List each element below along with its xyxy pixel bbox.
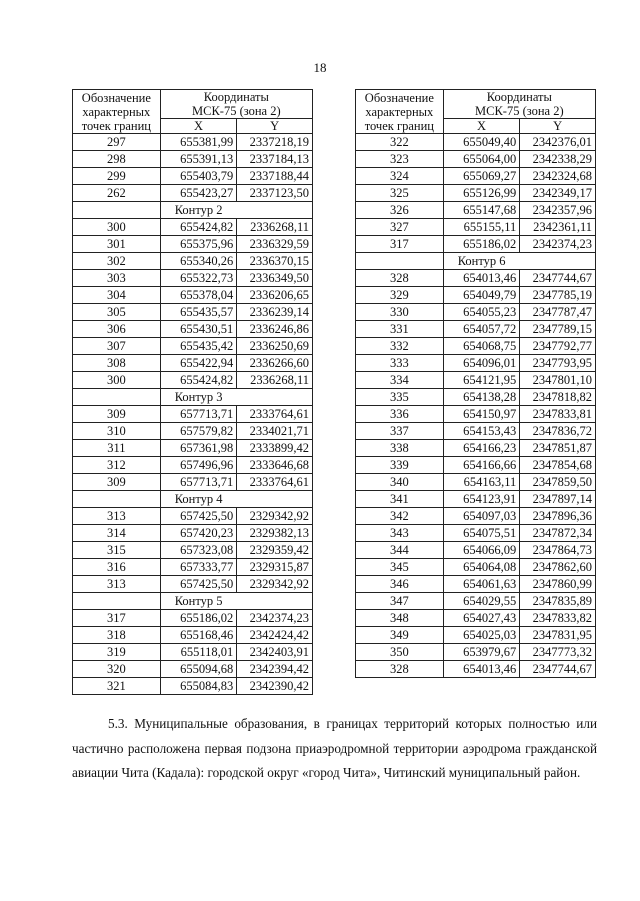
table-row bbox=[73, 423, 313, 440]
y-coordinate: 2342394,42 bbox=[237, 661, 313, 678]
point-number: 319 bbox=[73, 644, 161, 661]
point-number: 307 bbox=[73, 338, 161, 355]
contour-label: Контур 3 bbox=[160, 389, 312, 406]
x-coordinate: 654013,46 bbox=[443, 661, 520, 678]
table-row bbox=[356, 440, 596, 457]
y-coordinate: 2347789,15 bbox=[520, 321, 596, 338]
point-number: 313 bbox=[73, 576, 161, 593]
y-coordinate: 2333764,61 bbox=[237, 474, 313, 491]
table-row bbox=[73, 525, 313, 542]
table-row bbox=[73, 338, 313, 355]
y-coordinate: 2347773,32 bbox=[520, 644, 596, 661]
x-coordinate: 657713,71 bbox=[160, 474, 237, 491]
y-coordinate: 2342361,11 bbox=[520, 219, 596, 236]
table-row bbox=[73, 559, 313, 576]
point-number: 317 bbox=[356, 236, 444, 253]
y-header: Y bbox=[520, 119, 596, 134]
table-row bbox=[356, 661, 596, 678]
x-coordinate: 655118,01 bbox=[160, 644, 237, 661]
y-coordinate: 2347744,67 bbox=[520, 270, 596, 287]
x-coordinate: 657420,23 bbox=[160, 525, 237, 542]
table-row bbox=[356, 389, 596, 406]
point-number: 300 bbox=[73, 372, 161, 389]
y-coordinate: 2347818,82 bbox=[520, 389, 596, 406]
point-designation-header bbox=[73, 90, 161, 134]
table-row bbox=[73, 542, 313, 559]
x-coordinate: 655340,26 bbox=[160, 253, 237, 270]
x-coordinate: 655168,46 bbox=[160, 627, 237, 644]
point-number: 299 bbox=[73, 168, 161, 185]
contour-label: Контур 6 bbox=[443, 253, 595, 270]
table-row bbox=[73, 134, 313, 151]
x-coordinate: 654013,46 bbox=[443, 270, 520, 287]
y-coordinate: 2342324,68 bbox=[520, 168, 596, 185]
point-number: 342 bbox=[356, 508, 444, 525]
table-row bbox=[73, 576, 313, 593]
x-coordinate: 654097,03 bbox=[443, 508, 520, 525]
y-coordinate: 2337188,44 bbox=[237, 168, 313, 185]
point-number: 320 bbox=[73, 661, 161, 678]
table-row bbox=[73, 474, 313, 491]
x-coordinate: 654061,63 bbox=[443, 576, 520, 593]
table-row bbox=[356, 610, 596, 627]
point-number: 300 bbox=[73, 219, 161, 236]
x-coordinate: 655375,96 bbox=[160, 236, 237, 253]
point-number: 329 bbox=[356, 287, 444, 304]
x-coordinate: 654049,79 bbox=[443, 287, 520, 304]
y-coordinate: 2347860,99 bbox=[520, 576, 596, 593]
x-coordinate: 655423,27 bbox=[160, 185, 237, 202]
y-coordinate: 2329342,92 bbox=[237, 508, 313, 525]
x-coordinate: 657425,50 bbox=[160, 576, 237, 593]
table-row bbox=[73, 508, 313, 525]
x-coordinate: 657496,96 bbox=[160, 457, 237, 474]
table-row bbox=[73, 457, 313, 474]
x-coordinate: 655381,99 bbox=[160, 134, 237, 151]
header-line: характерных bbox=[365, 104, 434, 119]
y-coordinate: 2342374,23 bbox=[520, 236, 596, 253]
table-row bbox=[73, 610, 313, 627]
point-number: 337 bbox=[356, 423, 444, 440]
x-coordinate: 653979,67 bbox=[443, 644, 520, 661]
point-number: 317 bbox=[73, 610, 161, 627]
x-coordinate: 655084,83 bbox=[160, 678, 237, 695]
y-header: Y bbox=[237, 119, 313, 134]
y-coordinate: 2347864,73 bbox=[520, 542, 596, 559]
point-number: 312 bbox=[73, 457, 161, 474]
y-coordinate: 2329359,42 bbox=[237, 542, 313, 559]
x-coordinate: 654057,72 bbox=[443, 321, 520, 338]
header-row bbox=[356, 90, 596, 119]
point-number: 349 bbox=[356, 627, 444, 644]
y-coordinate: 2342349,17 bbox=[520, 185, 596, 202]
table-row bbox=[356, 338, 596, 355]
table-row bbox=[356, 372, 596, 389]
table-row bbox=[73, 253, 313, 270]
y-coordinate: 2329342,92 bbox=[237, 576, 313, 593]
table-row bbox=[73, 644, 313, 661]
point-number: 318 bbox=[73, 627, 161, 644]
x-coordinate: 655391,13 bbox=[160, 151, 237, 168]
x-coordinate: 654123,91 bbox=[443, 491, 520, 508]
x-coordinate: 654055,23 bbox=[443, 304, 520, 321]
y-coordinate: 2347787,47 bbox=[520, 304, 596, 321]
point-number: 297 bbox=[73, 134, 161, 151]
y-coordinate: 2347792,77 bbox=[520, 338, 596, 355]
table-row bbox=[73, 168, 313, 185]
x-coordinate: 654166,23 bbox=[443, 440, 520, 457]
point-number: 346 bbox=[356, 576, 444, 593]
header-line: Координаты bbox=[203, 90, 269, 104]
y-coordinate: 2342357,96 bbox=[520, 202, 596, 219]
point-number: 327 bbox=[356, 219, 444, 236]
y-coordinate: 2347833,82 bbox=[520, 610, 596, 627]
point-number: 313 bbox=[73, 508, 161, 525]
y-coordinate: 2347872,34 bbox=[520, 525, 596, 542]
y-coordinate: 2333646,68 bbox=[237, 457, 313, 474]
x-coordinate: 655430,51 bbox=[160, 321, 237, 338]
contour-row bbox=[73, 389, 313, 406]
table-row bbox=[356, 304, 596, 321]
y-coordinate: 2342403,91 bbox=[237, 644, 313, 661]
point-number: 333 bbox=[356, 355, 444, 372]
point-number: 325 bbox=[356, 185, 444, 202]
x-coordinate: 654166,66 bbox=[443, 457, 520, 474]
table-row bbox=[73, 219, 313, 236]
point-number: 347 bbox=[356, 593, 444, 610]
x-coordinate: 654027,43 bbox=[443, 610, 520, 627]
y-coordinate: 2337123,50 bbox=[237, 185, 313, 202]
point-number: 306 bbox=[73, 321, 161, 338]
table-row bbox=[356, 474, 596, 491]
x-coordinate: 657425,50 bbox=[160, 508, 237, 525]
table-row bbox=[356, 525, 596, 542]
contour-row bbox=[73, 202, 313, 219]
table-row bbox=[356, 593, 596, 610]
x-coordinate: 654121,95 bbox=[443, 372, 520, 389]
table-row bbox=[73, 627, 313, 644]
point-number: 322 bbox=[356, 134, 444, 151]
table-row bbox=[356, 508, 596, 525]
point-number: 343 bbox=[356, 525, 444, 542]
y-coordinate: 2334021,71 bbox=[237, 423, 313, 440]
point-number: 305 bbox=[73, 304, 161, 321]
x-header: X bbox=[160, 119, 237, 134]
point-number: 335 bbox=[356, 389, 444, 406]
point-number: 328 bbox=[356, 270, 444, 287]
table-row bbox=[356, 576, 596, 593]
y-coordinate: 2347835,89 bbox=[520, 593, 596, 610]
x-coordinate: 657713,71 bbox=[160, 406, 237, 423]
table-row bbox=[356, 457, 596, 474]
y-coordinate: 2347801,10 bbox=[520, 372, 596, 389]
point-number: 348 bbox=[356, 610, 444, 627]
x-coordinate: 655422,94 bbox=[160, 355, 237, 372]
contour-label: Контур 4 bbox=[160, 491, 312, 508]
contour-label: Контур 2 bbox=[160, 202, 312, 219]
y-coordinate: 2347859,50 bbox=[520, 474, 596, 491]
point-number: 315 bbox=[73, 542, 161, 559]
x-coordinate: 655435,57 bbox=[160, 304, 237, 321]
point-number: 310 bbox=[73, 423, 161, 440]
table-row bbox=[356, 542, 596, 559]
x-coordinate: 655069,27 bbox=[443, 168, 520, 185]
page-number: 18 bbox=[313, 60, 327, 75]
point-number: 345 bbox=[356, 559, 444, 576]
x-coordinate: 657579,82 bbox=[160, 423, 237, 440]
y-coordinate: 2347793,95 bbox=[520, 355, 596, 372]
y-coordinate: 2329382,13 bbox=[237, 525, 313, 542]
coordinates-table-left bbox=[72, 89, 313, 695]
contour-blank-cell bbox=[73, 389, 161, 406]
point-number: 332 bbox=[356, 338, 444, 355]
point-number: 321 bbox=[73, 678, 161, 695]
table-row bbox=[356, 219, 596, 236]
contour-blank-cell bbox=[73, 491, 161, 508]
header-line: Обозначение bbox=[364, 90, 434, 105]
point-number: 334 bbox=[356, 372, 444, 389]
point-number: 341 bbox=[356, 491, 444, 508]
point-number: 311 bbox=[73, 440, 161, 457]
x-coordinate: 657323,08 bbox=[160, 542, 237, 559]
x-coordinate: 655378,04 bbox=[160, 287, 237, 304]
table-row bbox=[73, 185, 313, 202]
x-coordinate: 654064,08 bbox=[443, 559, 520, 576]
x-coordinate: 654153,43 bbox=[443, 423, 520, 440]
y-coordinate: 2342338,29 bbox=[520, 151, 596, 168]
y-coordinate: 2337184,13 bbox=[237, 151, 313, 168]
y-coordinate: 2337218,19 bbox=[237, 134, 313, 151]
x-coordinate: 655155,11 bbox=[443, 219, 520, 236]
y-coordinate: 2336268,11 bbox=[237, 372, 313, 389]
y-coordinate: 2347897,14 bbox=[520, 491, 596, 508]
x-coordinate: 654029,55 bbox=[443, 593, 520, 610]
table-row bbox=[73, 287, 313, 304]
point-number: 326 bbox=[356, 202, 444, 219]
contour-row bbox=[356, 253, 596, 270]
table-row bbox=[73, 440, 313, 457]
table-row bbox=[73, 661, 313, 678]
contour-label: Контур 5 bbox=[160, 593, 312, 610]
header-line: точек границ bbox=[364, 118, 434, 133]
y-coordinate: 2347851,87 bbox=[520, 440, 596, 457]
point-number: 308 bbox=[73, 355, 161, 372]
header-row bbox=[73, 90, 313, 119]
coordinates-table-right bbox=[355, 89, 596, 678]
point-number: 298 bbox=[73, 151, 161, 168]
y-coordinate: 2336206,65 bbox=[237, 287, 313, 304]
table-row bbox=[356, 185, 596, 202]
x-coordinate: 655403,79 bbox=[160, 168, 237, 185]
y-coordinate: 2336246,86 bbox=[237, 321, 313, 338]
point-number: 350 bbox=[356, 644, 444, 661]
table-row bbox=[73, 406, 313, 423]
y-coordinate: 2347836,72 bbox=[520, 423, 596, 440]
point-number: 344 bbox=[356, 542, 444, 559]
x-coordinate: 655424,82 bbox=[160, 372, 237, 389]
point-number: 331 bbox=[356, 321, 444, 338]
y-coordinate: 2336329,59 bbox=[237, 236, 313, 253]
x-coordinate: 654025,03 bbox=[443, 627, 520, 644]
y-coordinate: 2333764,61 bbox=[237, 406, 313, 423]
x-coordinate: 655094,68 bbox=[160, 661, 237, 678]
table-row bbox=[356, 355, 596, 372]
header-line: МСК-75 (зона 2) bbox=[192, 104, 281, 118]
table-row bbox=[73, 372, 313, 389]
y-coordinate: 2347744,67 bbox=[520, 661, 596, 678]
table-row bbox=[356, 406, 596, 423]
y-coordinate: 2336370,15 bbox=[237, 253, 313, 270]
table-row bbox=[356, 236, 596, 253]
x-coordinate: 654150,97 bbox=[443, 406, 520, 423]
y-coordinate: 2342390,42 bbox=[237, 678, 313, 695]
x-header: X bbox=[443, 119, 520, 134]
table-row bbox=[356, 270, 596, 287]
table-row bbox=[356, 168, 596, 185]
table-row bbox=[73, 678, 313, 695]
y-coordinate: 2342376,01 bbox=[520, 134, 596, 151]
x-coordinate: 654068,75 bbox=[443, 338, 520, 355]
header-line: Обозначение bbox=[81, 90, 151, 105]
contour-blank-cell bbox=[73, 593, 161, 610]
table-row bbox=[356, 559, 596, 576]
x-coordinate: 655322,73 bbox=[160, 270, 237, 287]
x-coordinate: 655186,02 bbox=[160, 610, 237, 627]
point-number: 340 bbox=[356, 474, 444, 491]
header-line: МСК-75 (зона 2) bbox=[475, 104, 564, 118]
point-number: 328 bbox=[356, 661, 444, 678]
table-row bbox=[73, 151, 313, 168]
header-line: характерных bbox=[82, 104, 151, 119]
point-number: 302 bbox=[73, 253, 161, 270]
x-coordinate: 655064,00 bbox=[443, 151, 520, 168]
point-number: 304 bbox=[73, 287, 161, 304]
contour-blank-cell bbox=[73, 202, 161, 219]
y-coordinate: 2347785,19 bbox=[520, 287, 596, 304]
point-number: 330 bbox=[356, 304, 444, 321]
x-coordinate: 654163,11 bbox=[443, 474, 520, 491]
point-number: 339 bbox=[356, 457, 444, 474]
x-coordinate: 655424,82 bbox=[160, 219, 237, 236]
table-row bbox=[73, 304, 313, 321]
y-coordinate: 2333899,42 bbox=[237, 440, 313, 457]
point-designation-header bbox=[356, 90, 444, 134]
x-coordinate: 657333,77 bbox=[160, 559, 237, 576]
table-row bbox=[73, 355, 313, 372]
y-coordinate: 2336250,69 bbox=[237, 338, 313, 355]
contour-row bbox=[73, 593, 313, 610]
y-coordinate: 2347862,60 bbox=[520, 559, 596, 576]
table-row bbox=[356, 423, 596, 440]
y-coordinate: 2342374,23 bbox=[237, 610, 313, 627]
x-coordinate: 654138,28 bbox=[443, 389, 520, 406]
point-number: 309 bbox=[73, 406, 161, 423]
point-number: 324 bbox=[356, 168, 444, 185]
point-number: 309 bbox=[73, 474, 161, 491]
table-row bbox=[356, 202, 596, 219]
y-coordinate: 2336266,60 bbox=[237, 355, 313, 372]
x-coordinate: 655126,99 bbox=[443, 185, 520, 202]
table-row bbox=[73, 236, 313, 253]
point-number: 301 bbox=[73, 236, 161, 253]
point-number: 323 bbox=[356, 151, 444, 168]
x-coordinate: 654066,09 bbox=[443, 542, 520, 559]
x-coordinate: 654096,01 bbox=[443, 355, 520, 372]
table-row bbox=[356, 321, 596, 338]
table-row bbox=[356, 644, 596, 661]
y-coordinate: 2347854,68 bbox=[520, 457, 596, 474]
section-paragraph: 5.3. Муниципальные образования, в границах территорий которых полностью или частично расположена первая подзона приаэродромной территории аэродрома гражданской авиации Чита (Кадала): городской округ «город Чита», Читинский муниципальный район. bbox=[72, 716, 597, 780]
y-coordinate: 2347833,81 bbox=[520, 406, 596, 423]
contour-row bbox=[73, 491, 313, 508]
point-number: 338 bbox=[356, 440, 444, 457]
x-coordinate: 655435,42 bbox=[160, 338, 237, 355]
x-coordinate: 655147,68 bbox=[443, 202, 520, 219]
table-row bbox=[356, 287, 596, 304]
point-number: 316 bbox=[73, 559, 161, 576]
y-coordinate: 2336239,14 bbox=[237, 304, 313, 321]
point-number: 314 bbox=[73, 525, 161, 542]
table-row bbox=[73, 270, 313, 287]
point-number: 303 bbox=[73, 270, 161, 287]
table-row bbox=[73, 321, 313, 338]
point-number: 262 bbox=[73, 185, 161, 202]
y-coordinate: 2342424,42 bbox=[237, 627, 313, 644]
x-coordinate: 654075,51 bbox=[443, 525, 520, 542]
header-line: Координаты bbox=[486, 90, 552, 104]
y-coordinate: 2336268,11 bbox=[237, 219, 313, 236]
x-coordinate: 655186,02 bbox=[443, 236, 520, 253]
y-coordinate: 2336349,50 bbox=[237, 270, 313, 287]
table-row bbox=[356, 627, 596, 644]
table-row bbox=[356, 151, 596, 168]
y-coordinate: 2347896,36 bbox=[520, 508, 596, 525]
y-coordinate: 2347831,95 bbox=[520, 627, 596, 644]
x-coordinate: 655049,40 bbox=[443, 134, 520, 151]
table-row bbox=[356, 134, 596, 151]
contour-blank-cell bbox=[356, 253, 444, 270]
coordinates-header bbox=[443, 90, 595, 119]
y-coordinate: 2329315,87 bbox=[237, 559, 313, 576]
coordinates-header bbox=[160, 90, 312, 119]
point-number: 336 bbox=[356, 406, 444, 423]
table-row bbox=[356, 491, 596, 508]
header-line: точек границ bbox=[81, 118, 151, 133]
x-coordinate: 657361,98 bbox=[160, 440, 237, 457]
